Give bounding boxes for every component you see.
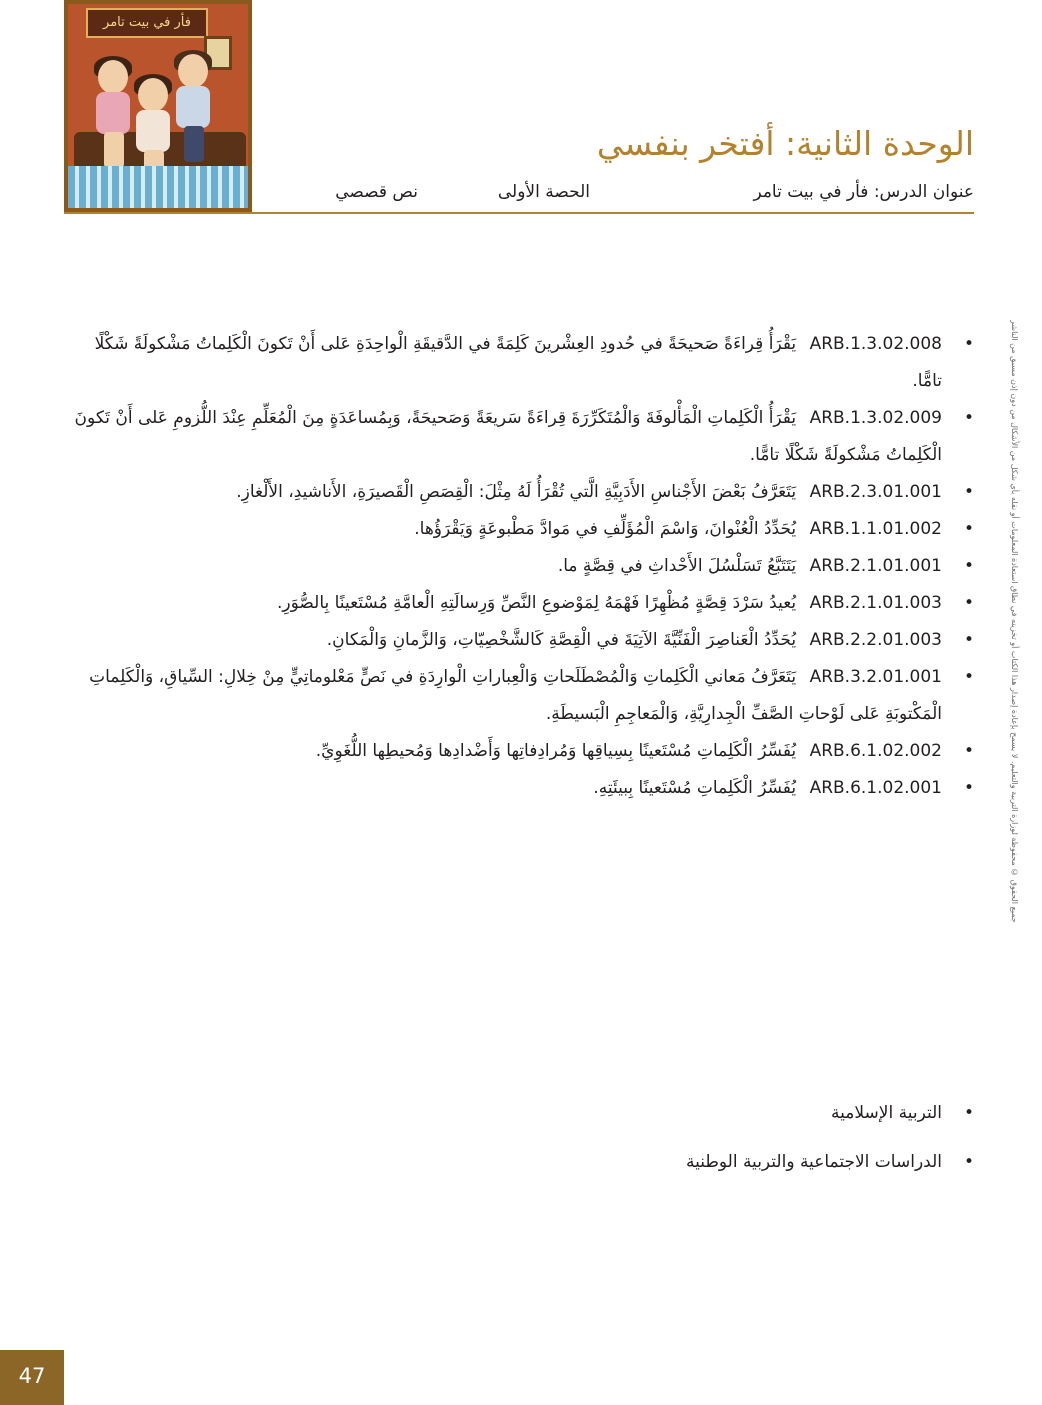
unit-title: الوحدة الثانية: أفتخر بنفسي (596, 124, 974, 163)
bullet-icon: • (963, 593, 974, 613)
outcome-code: ARB.1.3.02.009 (809, 408, 942, 428)
list-item (64, 659, 974, 733)
bullet-icon: • (963, 519, 974, 539)
list-item (64, 770, 974, 807)
outcome-text: يُفَسِّرُ الْكَلِماتِ مُسْتَعينًا بِسِياقِها وَمُرادِفاتِها وَأَضْدادِها وَمُحيطِها اللُّغَوِيِّ. (315, 741, 797, 761)
outcome-code: ARB.2.2.01.003 (809, 630, 942, 650)
subject-name: الدراسات الاجتماعية والتربية الوطنية (685, 1152, 942, 1172)
text-type-label: نص قصصي (335, 182, 418, 202)
outcome-text: يَتَعَرَّفُ بَعْضَ الأَجْناسِ الأَدَبِيَّةِ الَّتي تُقْرَأُ لَهُ مِثْلَ: الْقِصَصِ الْقَصيرَةِ، الأَناشيدِ، الأَلْغازِ. (236, 482, 797, 502)
bullet-icon: • (963, 408, 974, 428)
outcome-text: يُفَسِّرُ الْكَلِماتِ مُسْتَعينًا بِبيئَتِهِ. (593, 778, 797, 798)
list-item (64, 1100, 974, 1126)
outcome-text: يُعيدُ سَرْدَ قِصَّةٍ مُظْهِرًا فَهْمَهُ لِمَوْضوعِ النَّصِّ وَرِسالَتِهِ الْعامَّةِ مُسْتَعينًا بِالصُّوَرِ. (277, 593, 797, 613)
lesson-title: عنوان الدرس: فأر في بيت تامر (753, 182, 974, 202)
bullet-icon: • (963, 556, 974, 576)
outcome-text: يَتَتَبَّعُ تَسَلْسُلَ الأَحْداثِ في قِصَّةٍ ما. (557, 556, 797, 576)
learning-outcomes-list (64, 326, 974, 807)
outcome-text: يَقْرَأُ الْكَلِماتِ الْمَأْلوفَةَ وَالْمُتَكَرِّرَةَ قِراءَةً سَريعَةً وَصَحيحَةً، وَبِمُساعَدَةٍ مِنَ الْمُعَلِّمِ عِنْدَ اللُّزومِ عَلى أَنْ تَكونَ الْكَلِماتُ مَشْكولَةً شَكْلًا تامًّا. (74, 408, 942, 465)
outcome-code: ARB.6.1.02.002 (809, 741, 942, 761)
lesson-info-bar (64, 180, 974, 214)
outcome-text: يَقْرَأُ قِراءَةً صَحيحَةً في حُدودِ العِشْرينَ كَلِمَةً في الدَّقيقَةِ الْواحِدَةِ عَلى أَنْ تَكونَ الْكَلِماتُ مَشْكولَةً شَكْلًا تامًّا. (94, 334, 942, 391)
list-item (64, 622, 974, 659)
bullet-icon: • (963, 778, 974, 798)
bullet-icon: • (963, 1103, 974, 1123)
bullet-icon: • (963, 482, 974, 502)
bullet-icon: • (963, 334, 974, 354)
list-item (64, 733, 974, 770)
list-item (64, 585, 974, 622)
outcome-code: ARB.3.2.01.001 (809, 667, 942, 687)
list-item (64, 400, 974, 474)
bullet-icon: • (963, 667, 974, 687)
outcome-code: ARB.2.1.01.003 (809, 593, 942, 613)
outcome-text: يَتَعَرَّفُ مَعاني الْكَلِماتِ وَالْمُصْطَلَحاتِ وَالْعِباراتِ الْوارِدَةِ في نَصٍّ مَعْلوماتِيٍّ مِنْ خِلالِ: السِّياقِ، وَالْكَلِماتِ الْمَكْتوبَةِ عَلى لَوْحاتِ الصَّفِّ الْجِدارِيَّةِ، وَالْمَعاجِمِ الْبَسيطَةِ. (89, 667, 942, 724)
outcome-code: ARB.6.1.02.001 (809, 778, 942, 798)
outcome-text: يُحَدِّدُ الْعُنْوانَ، وَاسْمَ الْمُؤَلِّفِ في مَوادَّ مَطْبوعَةٍ وَيَقْرَؤُها. (414, 519, 797, 539)
outcome-code: ARB.1.1.01.002 (809, 519, 942, 539)
bullet-icon: • (963, 630, 974, 650)
list-item (64, 548, 974, 585)
bullet-icon: • (963, 1152, 974, 1172)
list-item (64, 511, 974, 548)
session-label: الحصة الأولى (497, 182, 590, 202)
subject-name: التربية الإسلامية (831, 1103, 942, 1123)
outcome-code: ARB.2.3.01.001 (809, 482, 942, 502)
bullet-icon: • (963, 741, 974, 761)
list-item (64, 326, 974, 400)
outcome-code: ARB.2.1.01.001 (809, 556, 942, 576)
page-number: 47 (0, 1350, 64, 1405)
list-item (64, 1149, 974, 1175)
copyright-side-note: جميع الحقوق © محفوظة لوزارة التربية والتعليم. لا يسمح بإعادة إصدار هذا الكتاب أو تخزينه في نطاق استعادة المعلومات أو نقله بأي شكل من الأشكال من دون إذن مسبق من الناشر (1010, 320, 1019, 923)
outcome-code: ARB.1.3.02.008 (809, 334, 942, 354)
list-item (64, 474, 974, 511)
outcome-text: يُحَدِّدُ الْعَناصِرَ الْفَنِّيَّةَ الآتِيَةَ في الْقِصَّةِ كَالشَّخْصِيّاتِ، وَالزَّمانِ وَالْمَكانِ. (326, 630, 797, 650)
related-subjects-list (64, 1100, 974, 1198)
cover-title: فأر في بيت تامر (86, 8, 208, 38)
